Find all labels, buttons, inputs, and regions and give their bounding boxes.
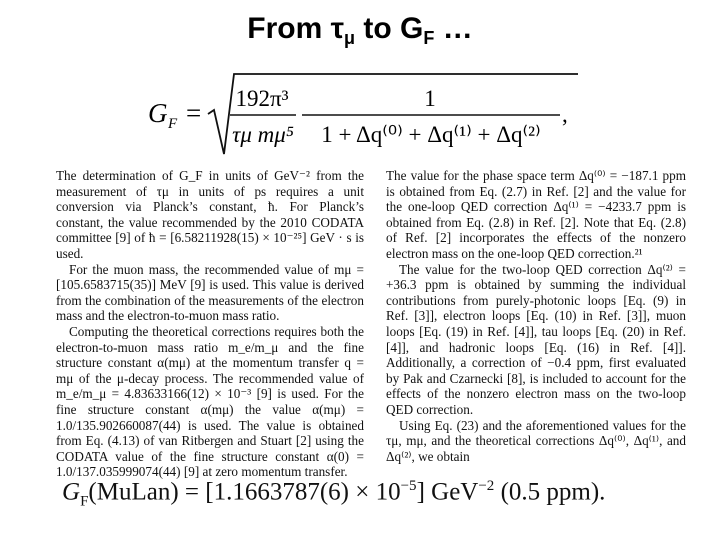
eq2-unit: ] GeV (416, 478, 479, 506)
eq2-lhs: G (62, 478, 81, 506)
gf-formula (148, 70, 588, 160)
eq1-lhs-sub: F (168, 116, 178, 132)
gf-mulan-result (62, 478, 605, 510)
eq1-lhs: G (148, 98, 168, 128)
paragraph: For the muon mass, the recommended value of mμ = [105.6583715(35)] MeV [9] is used. This value is derived from the combination of the measurements of the electron mass and the electron-to-muon mass ratio. (56, 261, 364, 324)
left-column-text (56, 168, 364, 480)
paragraph: The value for the phase space term Δq⁽⁰⁾ = −187.1 ppm is obtained from Eq. (2.7) in Ref. [2] and the value for the one-loop QED correction Δq⁽¹⁾ = −4233.7 ppm is obtained from Eq. (2.8) in Ref. [2]. Note that Eq. (2.8) of Ref. [2] incorporates the effects of the nonzero electron mass on the one-loop QED correction.²¹ (386, 168, 686, 261)
eq1-comma: , (562, 102, 568, 127)
eq2-exponent: −5 (400, 478, 417, 494)
right-column-text (386, 168, 686, 464)
eq2-unit-exponent: −2 (478, 478, 495, 494)
eq1-numerator-b: 1 (424, 86, 436, 111)
eq1-numerator-a: 192π³ (235, 86, 289, 111)
paragraph: The value for the two-loop QED correction Δq⁽²⁾ = +36.3 ppm is obtained by summing the individual contributions from purely-photonic loops [Eq. (9) in Ref. [3]], electron loops [Eq. (10) in Ref. [3]], muon loops [Eq. (19) in Ref. [4]], tau loops [Eq. (20) in Ref. [4]], and hadronic loops [Eq. (16) in Ref. [4]]. Additionally, a correction of −0.4 ppm, first evaluated by Pak and Czarnecki [8], is included to account for the effects of the nonzero electron mass on the two-loop QED correction. (386, 261, 686, 417)
eq2-value: = [1.1663787(6) × 10 (178, 478, 401, 506)
eq2-label: (MuLan) (88, 478, 179, 506)
eq1-denominator-a: τμ mμ⁵ (232, 122, 294, 147)
slide-title: From $\tau_\mu$ to $G_F$ … (247, 12, 473, 48)
eq2-precision: (0.5 ppm). (494, 478, 606, 506)
eq1-denominator-b: 1 + Δq⁽⁰⁾ + Δq⁽¹⁾ + Δq⁽²⁾ (321, 122, 541, 147)
paragraph: The determination of G_F in units of GeV⁻² from the measurement of τμ in units of ps requires a unit conversion via Planck’s constant, ħ. For Planck’s constant, the value recommended by the 2010 CODATA committee [9] of ħ = [6.58211928(15) × 10⁻²⁵] GeV · s is used. (56, 168, 364, 261)
eq2-lhs-sub: F (80, 493, 89, 510)
eq1-equals: = (186, 98, 202, 128)
paragraph: Using Eq. (23) and the aforementioned values for the τμ, mμ, and the theoretical corrections Δq⁽⁰⁾, Δq⁽¹⁾, and Δq⁽²⁾, we obtain (386, 417, 686, 464)
paragraph: Computing the theoretical corrections requires both the electron-to-muon mass ratio m_e/m_μ and the fine structure constant α(mμ) at the momentum transfer q = mμ of the μ-decay process. The recommended value of m_e/m_μ = 4.83633166(12) × 10⁻³ [9] is used. For the fine structure constant α(mμ) the value α(mμ) = 1.0/135.902660087(44) is used. The value is obtained from Eq. (4.13) of van Ritbergen and Stuart [2] using the CODATA value of the fine structure constant α(0) = 1.0/137.035999074(44) [9] at zero momentum transfer. (56, 323, 364, 480)
